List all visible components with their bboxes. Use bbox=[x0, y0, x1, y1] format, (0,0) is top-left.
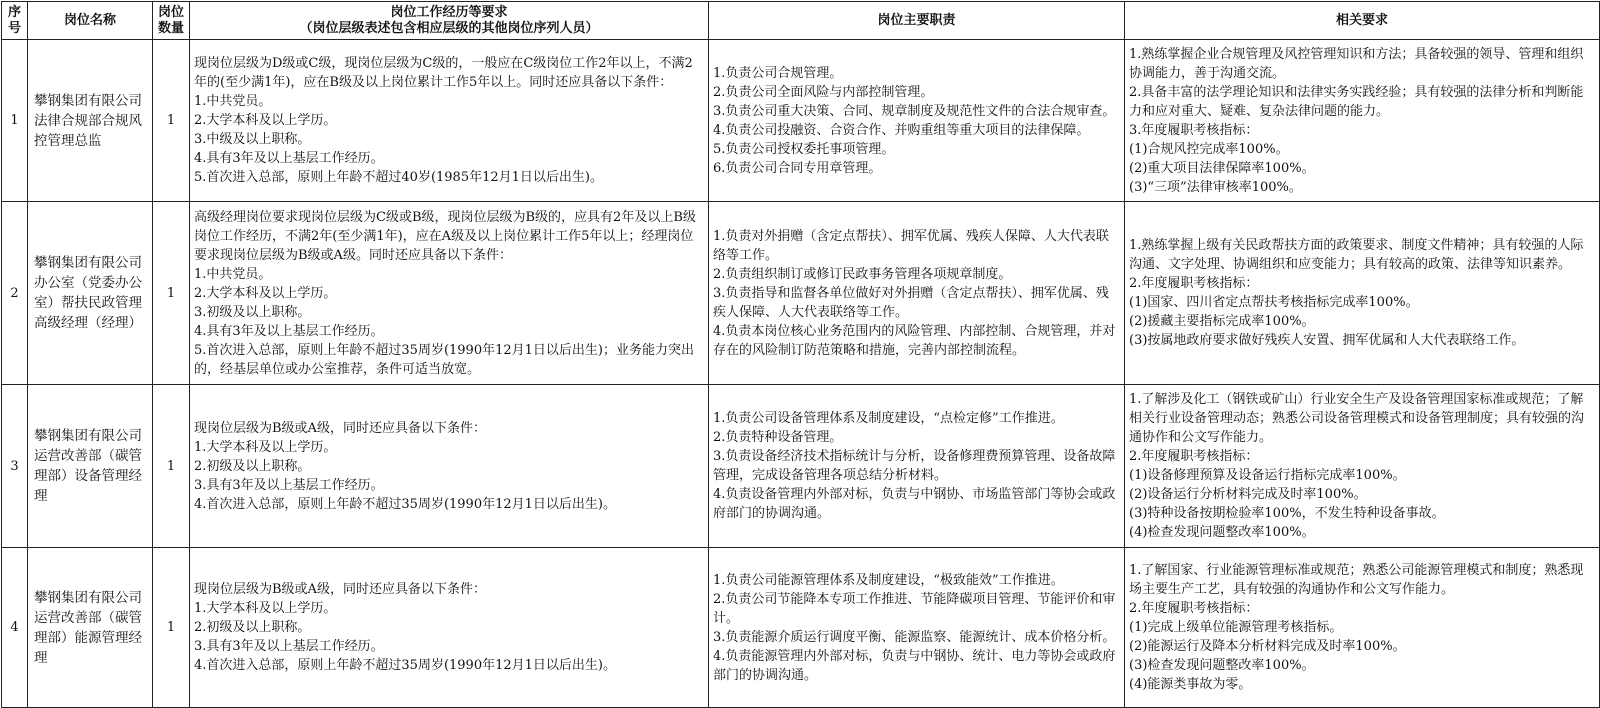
related-line: (1)完成上级单位能源管理考核指标。 bbox=[1129, 620, 1343, 635]
duties-line: 2.负责特种设备管理。 bbox=[713, 430, 843, 445]
duties-line: 3.负责设备经济技术指标统计与分析，设备修理费预算管理、设备故障管理，完成设备管理各项总结分析材料。 bbox=[713, 449, 1116, 483]
related-line: 2.具备丰富的法学理论知识和法律实务实践经验；具有较强的法律分析和判断能力和应对重大、疑难、复杂法律问题的能力。 bbox=[1129, 84, 1584, 119]
requirements-line: 现岗位层级为D级或C级，现岗位层级为C级的，一般应在C级岗位工作2年以上，不满2年的(至少满1年)，应在B级及以上岗位累计工作5年以上。同时还应具备以下条件： bbox=[194, 56, 693, 90]
duties-cell bbox=[709, 385, 1125, 548]
related-line: 1.了解国家、行业能源管理标准或规范；熟悉公司能源管理模式和制度；熟悉现场主要生产工艺，具有较强的沟通协作和公文写作能力。 bbox=[1129, 563, 1584, 597]
related-line: (1)合规风控完成率100%。 bbox=[1129, 141, 1289, 157]
header-requirements-title: 岗位工作经历等要求 bbox=[390, 4, 508, 20]
requirements-line: 4.具有3年及以上基层工作经历。 bbox=[194, 323, 384, 339]
table-row bbox=[2, 548, 1600, 708]
requirements-line: 4.首次进入总部，原则上年龄不超过35周岁(1990年12月1日以后出生)。 bbox=[194, 496, 616, 512]
duties-line: 1.负责公司合规管理。 bbox=[713, 65, 843, 81]
header-related: 相关要求 bbox=[1125, 2, 1600, 40]
related-line: (2)设备运行分析材料完成及时率100%。 bbox=[1129, 487, 1367, 502]
related-line: 1.了解涉及化工（钢铁或矿山）行业安全生产及设备管理国家标准或规范；了解相关行业设备管理动态；熟悉公司设备管理模式和设备管理制度；具有较强的沟通协作和公文写作能力。 bbox=[1129, 392, 1585, 445]
related-line: (4)检查发现问题整改率100%。 bbox=[1129, 525, 1315, 540]
duties-line: 2.负责组织制订或修订民政事务管理各项规章制度。 bbox=[713, 266, 1012, 282]
requirements-line: 3.具有3年及以上基层工作经历。 bbox=[194, 477, 384, 493]
requirements-cell bbox=[190, 40, 709, 202]
related-cell bbox=[1125, 548, 1600, 708]
duties-line: 2.负责公司全面风险与内部控制管理。 bbox=[713, 84, 934, 100]
requirements-cell bbox=[190, 548, 709, 708]
duties-line: 3.负责指导和监督各单位做好对外捐赠（含定点帮扶）、拥军优属、残疾人保障、人大代表联络等工作。 bbox=[713, 285, 1109, 320]
duties-cell bbox=[709, 548, 1125, 708]
requirements-line: 1.大学本科及以上学历。 bbox=[194, 439, 337, 455]
header-name: 岗位名称 bbox=[28, 2, 153, 40]
table-row bbox=[2, 40, 1600, 202]
related-line: (3)特种设备按期检验率100%，不发生特种设备事故。 bbox=[1129, 506, 1445, 521]
duties-line: 4.负责本岗位核心业务范围内的风险管理、内部控制、合规管理，并对存在的风险制订防范策略和措施，完善内部控制流程。 bbox=[713, 323, 1116, 358]
row-seq: 1 bbox=[2, 40, 28, 202]
related-line: (2)援藏主要指标完成率100%。 bbox=[1129, 314, 1315, 329]
row-seq: 4 bbox=[2, 548, 28, 708]
position-count: 1 bbox=[153, 385, 190, 548]
duties-line: 4.负责能源管理内外部对标，负责与中钢协、统计、电力等协会或政府部门的协调沟通。 bbox=[713, 648, 1116, 683]
duties-cell bbox=[709, 40, 1125, 202]
requirements-line: 3.中级及以上职称。 bbox=[194, 132, 311, 147]
duties-line: 1.负责公司能源管理体系及制度建设，“极致能效”工作推进。 bbox=[713, 572, 1064, 588]
requirements-line: 4.具有3年及以上基层工作经历。 bbox=[194, 151, 384, 166]
related-line: (2)能源运行及降本分析材料完成及时率100%。 bbox=[1129, 639, 1406, 654]
requirements-line: 2.初级及以上职称。 bbox=[194, 620, 311, 635]
related-line: 1.熟练掌握企业合规管理及风控管理知识和方法；具备较强的领导、管理和组织协调能力，善于沟通交流。 bbox=[1129, 46, 1584, 81]
related-cell bbox=[1125, 202, 1600, 385]
requirements-line: 3.具有3年及以上基层工作经历。 bbox=[194, 639, 384, 654]
related-line: (3)检查发现问题整改率100%。 bbox=[1129, 658, 1315, 673]
related-cell bbox=[1125, 40, 1600, 202]
related-line: (4)能源类事故为零。 bbox=[1129, 677, 1252, 692]
requirements-line: 高级经理岗位要求现岗位层级为C级或B级，现岗位层级为B级的，应具有2年及以上B级岗位工作经历，不满2年(至少满1年)，应在A级及以上岗位累计工作5年以上；经理岗位要求现岗位层级为B级或A级。同时还应具备以下条件： bbox=[194, 209, 696, 263]
related-cell bbox=[1125, 385, 1600, 548]
requirements-line: 4.首次进入总部，原则上年龄不超过35周岁(1990年12月1日以后出生)。 bbox=[194, 658, 616, 673]
duties-line: 1.负责公司设备管理体系及制度建设，“点检定修”工作推进。 bbox=[713, 411, 1064, 426]
requirements-line: 5.首次进入总部，原则上年龄不超过40岁(1985年12月1日以后出生)。 bbox=[194, 170, 603, 185]
header-requirements-subtitle: （岗位层级表述包含相应层级的其他岗位序列人员） bbox=[299, 20, 599, 36]
position-count: 1 bbox=[153, 202, 190, 385]
related-line: (1)国家、四川省定点帮扶考核指标完成率100%。 bbox=[1129, 295, 1419, 310]
position-name: 攀钢集团有限公司运营改善部（碳管理部）设备管理经理 bbox=[28, 385, 153, 548]
related-line: (3)“三项”法律审核率100%。 bbox=[1129, 179, 1302, 195]
position-name: 攀钢集团有限公司运营改善部（碳管理部）能源管理经理 bbox=[28, 548, 153, 708]
requirements-line: 现岗位层级为B级或A级，同时还应具备以下条件： bbox=[194, 582, 486, 597]
position-name: 攀钢集团有限公司法律合规部合规风控管理总监 bbox=[28, 40, 153, 202]
duties-line: 4.负责公司投融资、合资合作、并购重组等重大项目的法律保障。 bbox=[713, 122, 1090, 138]
related-line: (2)重大项目法律保障率100%。 bbox=[1129, 160, 1315, 176]
related-line: 3.年度履职考核指标： bbox=[1129, 122, 1259, 138]
recruitment-table bbox=[1, 1, 1600, 708]
requirements-cell bbox=[190, 202, 709, 385]
duties-line: 3.负责能源介质运行调度平衡、能源监察、能源统计、成本价格分析。 bbox=[713, 629, 1116, 645]
related-line: 2.年度履职考核指标： bbox=[1129, 276, 1259, 291]
header-duties: 岗位主要职责 bbox=[709, 2, 1125, 40]
requirements-line: 1.中共党员。 bbox=[194, 266, 272, 282]
duties-line: 1.负责对外捐赠（含定点帮扶）、拥军优属、残疾人保障、人大代表联络等工作。 bbox=[713, 228, 1109, 263]
duties-line: 3.负责公司重大决策、合同、规章制度及规范性文件的合法合规审查。 bbox=[713, 103, 1116, 119]
duties-line: 4.负责设备管理内外部对标，负责与中钢协、市场监管部门等协会或政府部门的协调沟通。 bbox=[713, 487, 1116, 521]
related-line: 2.年度履职考核指标： bbox=[1129, 449, 1259, 464]
requirements-line: 1.大学本科及以上学历。 bbox=[194, 601, 337, 616]
header-row bbox=[2, 2, 1600, 40]
table-row bbox=[2, 385, 1600, 548]
header-seq: 序号 bbox=[2, 2, 28, 40]
requirements-cell bbox=[190, 385, 709, 548]
requirements-line: 现岗位层级为B级或A级，同时还应具备以下条件： bbox=[194, 420, 486, 436]
header-requirements bbox=[190, 2, 709, 40]
related-line: 1.熟练掌握上级有关民政帮扶方面的政策要求、制度文件精神；具有较强的人际沟通、文字处理、协调组织和应变能力；具有较高的政策、法律等知识素养。 bbox=[1129, 238, 1584, 272]
requirements-line: 5.首次进入总部，原则上年龄不超过35周岁(1990年12月1日以后出生)；业务能力突出的，经基层单位或办公室推荐，条件可适当放宽。 bbox=[194, 342, 694, 377]
requirements-line: 2.大学本科及以上学历。 bbox=[194, 113, 337, 128]
related-line: 2.年度履职考核指标： bbox=[1129, 601, 1259, 616]
row-seq: 2 bbox=[2, 202, 28, 385]
position-name: 攀钢集团有限公司办公室（党委办公室）帮扶民政管理高级经理（经理） bbox=[28, 202, 153, 385]
row-seq: 3 bbox=[2, 385, 28, 548]
duties-cell bbox=[709, 202, 1125, 385]
header-count: 岗位数量 bbox=[153, 2, 190, 40]
related-line: (1)设备修理预算及设备运行指标完成率100%。 bbox=[1129, 468, 1406, 483]
position-count: 1 bbox=[153, 548, 190, 708]
requirements-line: 2.初级及以上职称。 bbox=[194, 458, 311, 474]
duties-line: 5.负责公司授权委托事项管理。 bbox=[713, 141, 895, 157]
requirements-line: 2.大学本科及以上学历。 bbox=[194, 285, 337, 301]
requirements-line: 1.中共党员。 bbox=[194, 94, 272, 109]
duties-line: 6.负责公司合同专用章管理。 bbox=[713, 160, 882, 176]
table-row bbox=[2, 202, 1600, 385]
related-line: (3)按属地政府要求做好残疾人安置、拥军优属和人大代表联络工作。 bbox=[1129, 333, 1525, 348]
duties-line: 2.负责公司节能降本专项工作推进、节能降碳项目管理、节能评价和审计。 bbox=[713, 591, 1116, 626]
position-count: 1 bbox=[153, 40, 190, 202]
requirements-line: 3.初级及以上职称。 bbox=[194, 304, 311, 320]
